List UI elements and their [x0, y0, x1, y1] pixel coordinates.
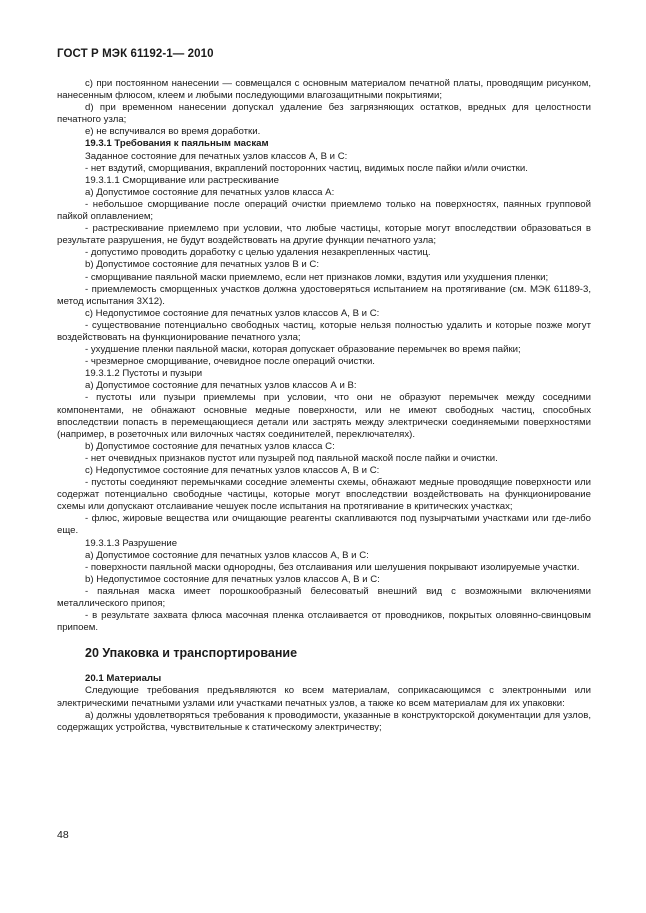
paragraph: - в результате захвата флюса масочная пленка отслаивается от проводников, покрытых оловянно-свинцовым припоем. — [57, 610, 591, 634]
subsection-title: 19.3.1.1 Сморщивание или растрескивание — [85, 174, 279, 186]
paragraph: - пустоты или пузыри приемлемы при условии, что они не образуют перемычек между соседними компонентами, не обнажают основные медные поверхности, или не имеют свободных частиц, способных впоследствии попасть в перемещающиеся детали или застрять между электрически соединяемыми поверхностями (например, в розеточных или вилочных частях соединителей, переключателях). — [57, 392, 591, 440]
standard-header: ГОСТ Р МЭК 61192-1— 2010 — [57, 48, 214, 60]
paragraph: b) Допустимое состояние для печатных узлов класса С: — [85, 440, 335, 452]
section-heading-20-1: 20.1 Материалы — [85, 673, 162, 685]
paragraph: b) Недопустимое состояние для печатных узлов классов А, В и С: — [85, 573, 380, 585]
paragraph: - нет вздутий, сморщивания, вкраплений посторонних частиц, видимых после пайки и/или очистки. — [85, 162, 528, 174]
paragraph: - паяльная маска имеет порошкообразный белесоватый внешний вид с возможными включениями металлического припоя; — [57, 585, 591, 610]
paragraph: - небольшое сморщивание после операций очистки приемлемо только на поверхностях, паянных групповой пайкой оплавлением; — [57, 198, 591, 223]
paragraph: Заданное состояние для печатных узлов классов А, В и С: — [85, 150, 348, 162]
paragraph: b) Допустимое состояние для печатных узлов В и С: — [85, 259, 320, 271]
paragraph: Следующие требования предъявляются ко всем материалам, соприкасающимся с электронными или электрическими печатными узлами или участками печатных узлов, а также ко всем материалам для их упаковки: — [57, 685, 591, 709]
paragraph: - сморщивание паяльной маски приемлемо, если нет признаков ломки, вздутия или ухудшения пленки; — [85, 271, 549, 283]
paragraph: а) Допустимое состояние для печатных узлов класса А: — [85, 186, 335, 198]
paragraph: - нет очевидных признаков пустот или пузырей под паяльной маской после пайки и очистки. — [85, 452, 498, 464]
subsection-title: 19.3.1.2 Пустоты и пузыри — [85, 368, 203, 380]
paragraph: с) Недопустимое состояние для печатных узлов классов А, В и С: — [85, 307, 380, 319]
paragraph: - допустимо проводить доработку с целью удаления незакрепленных частиц. — [85, 247, 431, 259]
document-body — [57, 78, 591, 734]
section-heading-19-3-1: 19.3.1 Требования к паяльным маскам — [85, 138, 269, 150]
page-number: 48 — [57, 829, 69, 841]
paragraph: а) Допустимое состояние для печатных узлов классов А, В и С: — [85, 549, 369, 561]
paragraph: - ухудшение пленки паяльной маски, которая допускает образование перемычек во время пайки; — [85, 344, 521, 356]
paragraph: а) должны удовлетворяться требования к проводимости, указанные в конструкторской документации для узлов, содержащих устройства, чувствительные к статическому электричеству; — [57, 709, 591, 733]
section-heading-20: 20 Упаковка и транспортирование — [85, 646, 298, 661]
paragraph: е) не вспучивался во время доработки. — [85, 126, 261, 138]
paragraph: d) при временном нанесении допускал удаление без загрязняющих остатков, вредных для целостности печатного узла; — [57, 102, 591, 126]
paragraph: с) при постоянном нанесении — совмещался с основным материалом печатной платы, проводящим рисунком, нанесенным флюсом, клеем и любыми последующими влагозащитными покрытиями; — [57, 78, 591, 102]
paragraph: - растрескивание приемлемо при условии, что любые частицы, которые могут впоследствии образоваться в результате разрушения, не будут воздействовать на другие функции печатного узла; — [57, 223, 591, 247]
paragraph: а) Допустимое состояние для печатных узлов классов А и В: — [85, 380, 357, 392]
paragraph: - приемлемость сморщенных участков должна удостоверяться испытанием на протягивание (см. МЭК 61189-3, метод испытания 3Х12). — [57, 283, 591, 307]
paragraph: - пустоты соединяют перемычками соседние элементы схемы, обнажают медные проводящие поверхности или содержат потенциально свободные частицы, которые могут впоследствии воздействовать на функционирование схемы или допускают отслаивание чешуек после испытания на протягивание в критических участках; — [57, 477, 591, 513]
paragraph: - чрезмерное сморщивание, очевидное после операций очистки. — [85, 356, 375, 368]
paragraph: - поверхности паяльной маски однородны, без отслаивания или шелушения покрывают изолируемые участки. — [85, 561, 580, 573]
paragraph: с) Недопустимое состояние для печатных узлов классов А, В и С: — [85, 465, 380, 476]
paragraph: - существование потенциально свободных частиц, которые нельзя полностью удалить и которые позже могут воздействовать на функционирование печатного узла; — [57, 319, 591, 343]
paragraph: - флюс, жировые вещества или очищающие реагенты скапливаются под пузырчатыми участками или где-либо еще. — [57, 513, 591, 537]
subsection-title: 19.3.1.3 Разрушение — [85, 537, 178, 549]
